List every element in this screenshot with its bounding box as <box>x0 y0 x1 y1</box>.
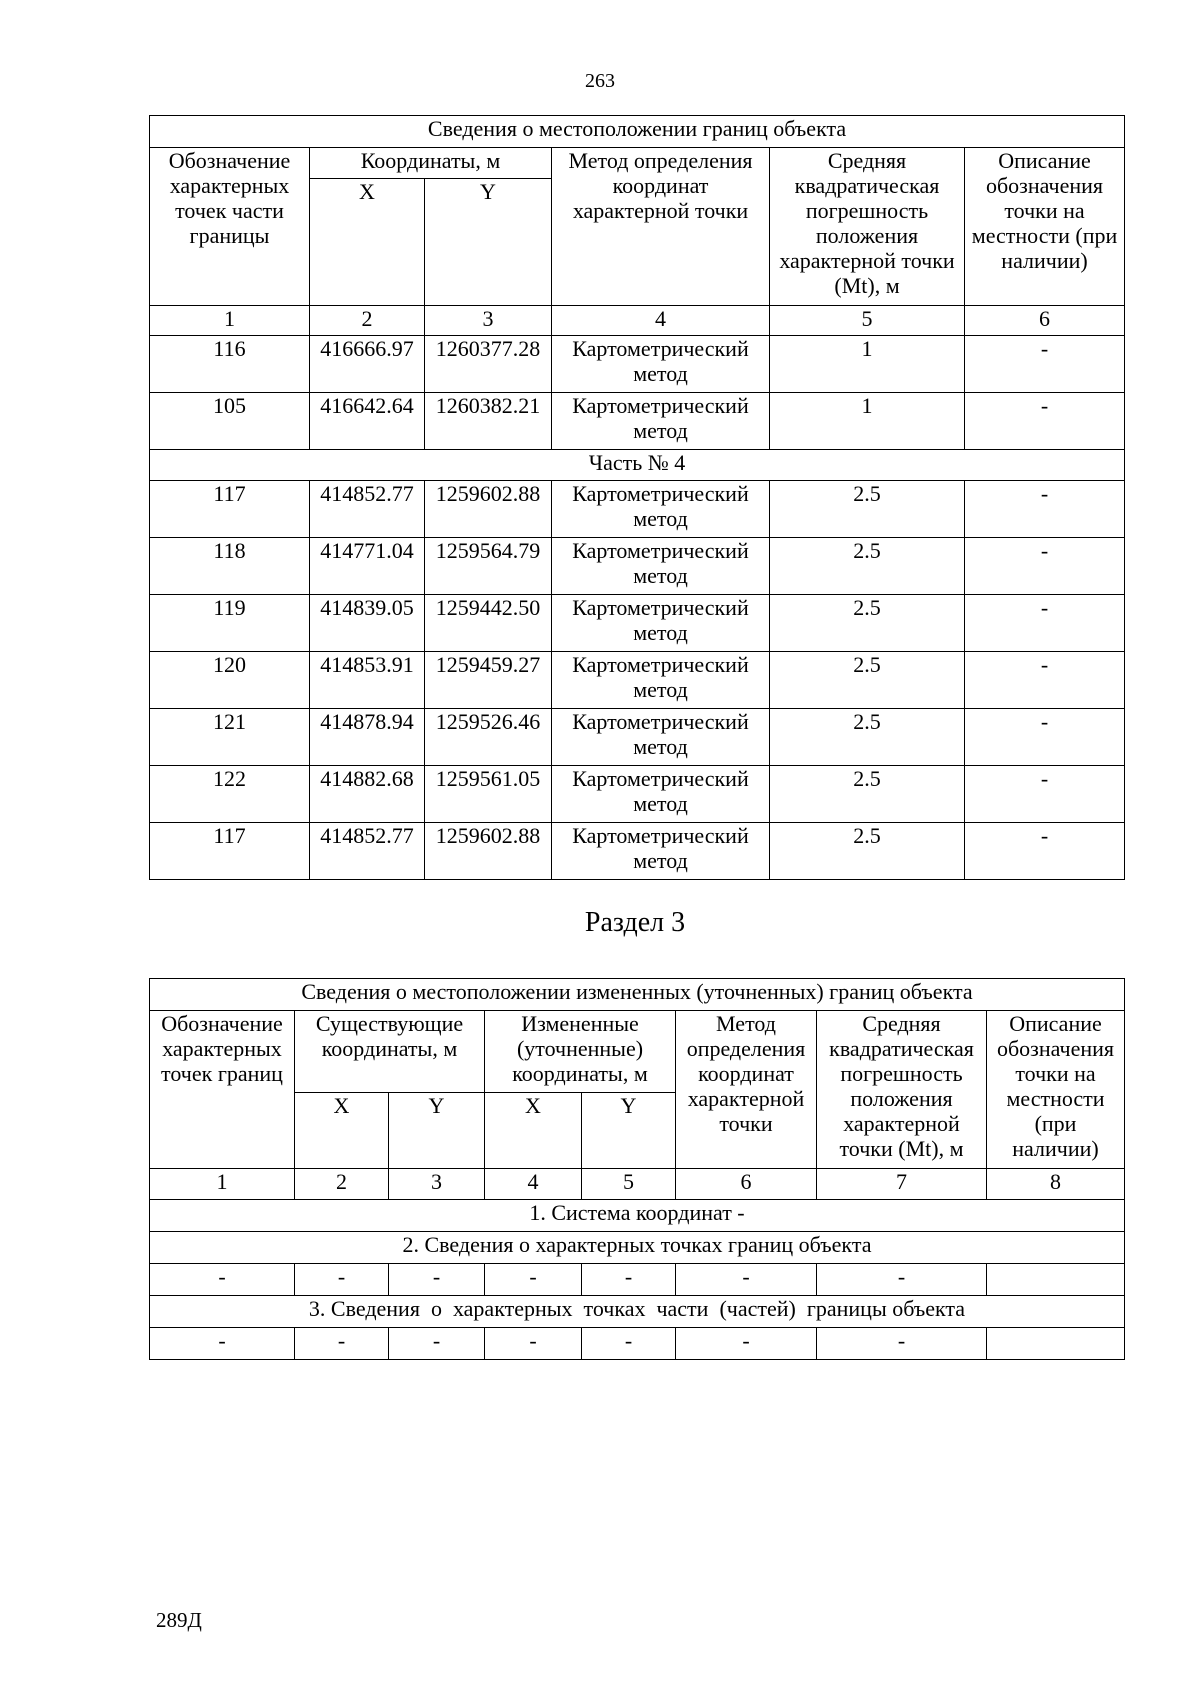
section-row-boundary-points: 2. Сведения о характерных точках границ объекта <box>150 1232 1125 1264</box>
y-cell: 1260382.21 <box>425 393 552 450</box>
method-cell: Картометрический метод <box>552 709 770 766</box>
method-cell: Картометрический метод <box>552 393 770 450</box>
column-number: 2 <box>295 1169 389 1200</box>
column-number: 5 <box>770 306 965 336</box>
point-cell: 122 <box>150 766 310 823</box>
error-cell: 1 <box>770 393 965 450</box>
header-y: Y <box>389 1093 485 1169</box>
header-method: Метод определения координат характерной точки <box>552 148 770 306</box>
column-number: 7 <box>817 1169 987 1200</box>
x-cell: 416642.64 <box>310 393 425 450</box>
error-cell: 2.5 <box>770 652 965 709</box>
header-method: Метод определения координат характерной точки <box>676 1011 817 1169</box>
point-cell: 117 <box>150 823 310 880</box>
empty-cell <box>987 1264 1125 1296</box>
description-cell: - <box>965 766 1125 823</box>
x-cell: 416666.97 <box>310 336 425 393</box>
table-row <box>150 709 1125 766</box>
header-existing-coordinates: Существующие координаты, м <box>295 1011 485 1093</box>
table-title: Сведения о местоположении границ объекта <box>150 116 1125 148</box>
page-number: 263 <box>585 70 615 92</box>
error-cell: 2.5 <box>770 823 965 880</box>
section-row-coordinate-system: 1. Система координат - <box>150 1200 1125 1232</box>
error-cell: 2.5 <box>770 595 965 652</box>
column-number: 2 <box>310 306 425 336</box>
dash-cell: - <box>582 1328 676 1360</box>
y-cell: 1260377.28 <box>425 336 552 393</box>
column-number: 3 <box>389 1169 485 1200</box>
header-x: X <box>295 1093 389 1169</box>
x-cell: 414852.77 <box>310 481 425 538</box>
point-cell: 119 <box>150 595 310 652</box>
description-cell: - <box>965 709 1125 766</box>
dash-cell: - <box>295 1328 389 1360</box>
method-cell: Картометрический метод <box>552 766 770 823</box>
point-cell: 121 <box>150 709 310 766</box>
y-cell: 1259602.88 <box>425 823 552 880</box>
column-number: 4 <box>485 1169 582 1200</box>
dash-cell: - <box>150 1264 295 1296</box>
x-cell: 414882.68 <box>310 766 425 823</box>
y-cell: 1259459.27 <box>425 652 552 709</box>
table-row <box>150 393 1125 450</box>
point-cell: 120 <box>150 652 310 709</box>
column-number: 6 <box>965 306 1125 336</box>
document-code: 289Д <box>156 1608 202 1632</box>
dash-cell: - <box>582 1264 676 1296</box>
column-number: 5 <box>582 1169 676 1200</box>
header-coordinates: Координаты, м <box>310 148 552 179</box>
error-cell: 2.5 <box>770 538 965 595</box>
x-cell: 414878.94 <box>310 709 425 766</box>
method-cell: Картометрический метод <box>552 823 770 880</box>
changed-boundaries-table <box>149 978 1125 1360</box>
dash-cell: - <box>389 1264 485 1296</box>
header-error: Средняя квадратическая погрешность положения характерной точки (Mt), м <box>817 1011 987 1169</box>
part-label: Часть № 4 <box>150 450 1125 481</box>
y-cell: 1259564.79 <box>425 538 552 595</box>
description-cell: - <box>965 481 1125 538</box>
header-error: Средняя квадратическая погрешность положения характерной точки (Mt), м <box>770 148 965 306</box>
description-cell: - <box>965 538 1125 595</box>
method-cell: Картометрический метод <box>552 538 770 595</box>
x-cell: 414853.91 <box>310 652 425 709</box>
header-description: Описание обозначения точки на местности (при наличии) <box>965 148 1125 306</box>
description-cell: - <box>965 336 1125 393</box>
header-x: X <box>485 1093 582 1169</box>
method-cell: Картометрический метод <box>552 652 770 709</box>
table-row <box>150 1264 1125 1296</box>
method-cell: Картометрический метод <box>552 336 770 393</box>
empty-cell <box>987 1328 1125 1360</box>
header-y: Y <box>425 179 552 306</box>
section-title: Раздел 3 <box>584 907 686 938</box>
table-row <box>150 595 1125 652</box>
table-row <box>150 481 1125 538</box>
description-cell: - <box>965 823 1125 880</box>
header-y: Y <box>582 1093 676 1169</box>
x-cell: 414839.05 <box>310 595 425 652</box>
error-cell: 1 <box>770 336 965 393</box>
table-title: Сведения о местоположении измененных (уточненных) границ объекта <box>150 979 1125 1011</box>
section-row-part-points: 3. Сведения о характерных точках части (частей) границы объекта <box>150 1296 1125 1328</box>
boundary-coordinates-table <box>149 115 1125 880</box>
dash-cell: - <box>485 1328 582 1360</box>
x-cell: 414771.04 <box>310 538 425 595</box>
error-cell: 2.5 <box>770 481 965 538</box>
header-point: Обозначение характерных точек границ <box>150 1011 295 1169</box>
y-cell: 1259526.46 <box>425 709 552 766</box>
table-row <box>150 336 1125 393</box>
column-number: 3 <box>425 306 552 336</box>
header-description: Описание обозначения точки на местности (при наличии) <box>987 1011 1125 1169</box>
y-cell: 1259442.50 <box>425 595 552 652</box>
table-row <box>150 823 1125 880</box>
error-cell: 2.5 <box>770 766 965 823</box>
point-cell: 118 <box>150 538 310 595</box>
dash-cell: - <box>676 1328 817 1360</box>
point-cell: 116 <box>150 336 310 393</box>
table-row <box>150 652 1125 709</box>
description-cell: - <box>965 595 1125 652</box>
x-cell: 414852.77 <box>310 823 425 880</box>
dash-cell: - <box>485 1264 582 1296</box>
description-cell: - <box>965 652 1125 709</box>
y-cell: 1259602.88 <box>425 481 552 538</box>
dash-cell: - <box>389 1328 485 1360</box>
point-cell: 117 <box>150 481 310 538</box>
column-number: 1 <box>150 306 310 336</box>
column-number: 1 <box>150 1169 295 1200</box>
point-cell: 105 <box>150 393 310 450</box>
description-cell: - <box>965 393 1125 450</box>
column-number: 4 <box>552 306 770 336</box>
error-cell: 2.5 <box>770 709 965 766</box>
dash-cell: - <box>150 1328 295 1360</box>
header-point: Обозначение характерных точек части границы <box>150 148 310 306</box>
table-row <box>150 538 1125 595</box>
header-x: X <box>310 179 425 306</box>
dash-cell: - <box>817 1328 987 1360</box>
dash-cell: - <box>295 1264 389 1296</box>
table-row <box>150 766 1125 823</box>
column-number: 6 <box>676 1169 817 1200</box>
column-number: 8 <box>987 1169 1125 1200</box>
dash-cell: - <box>676 1264 817 1296</box>
header-changed-coordinates: Измененные (уточненные) координаты, м <box>485 1011 676 1093</box>
method-cell: Картометрический метод <box>552 481 770 538</box>
table-row <box>150 1328 1125 1360</box>
y-cell: 1259561.05 <box>425 766 552 823</box>
method-cell: Картометрический метод <box>552 595 770 652</box>
dash-cell: - <box>817 1264 987 1296</box>
